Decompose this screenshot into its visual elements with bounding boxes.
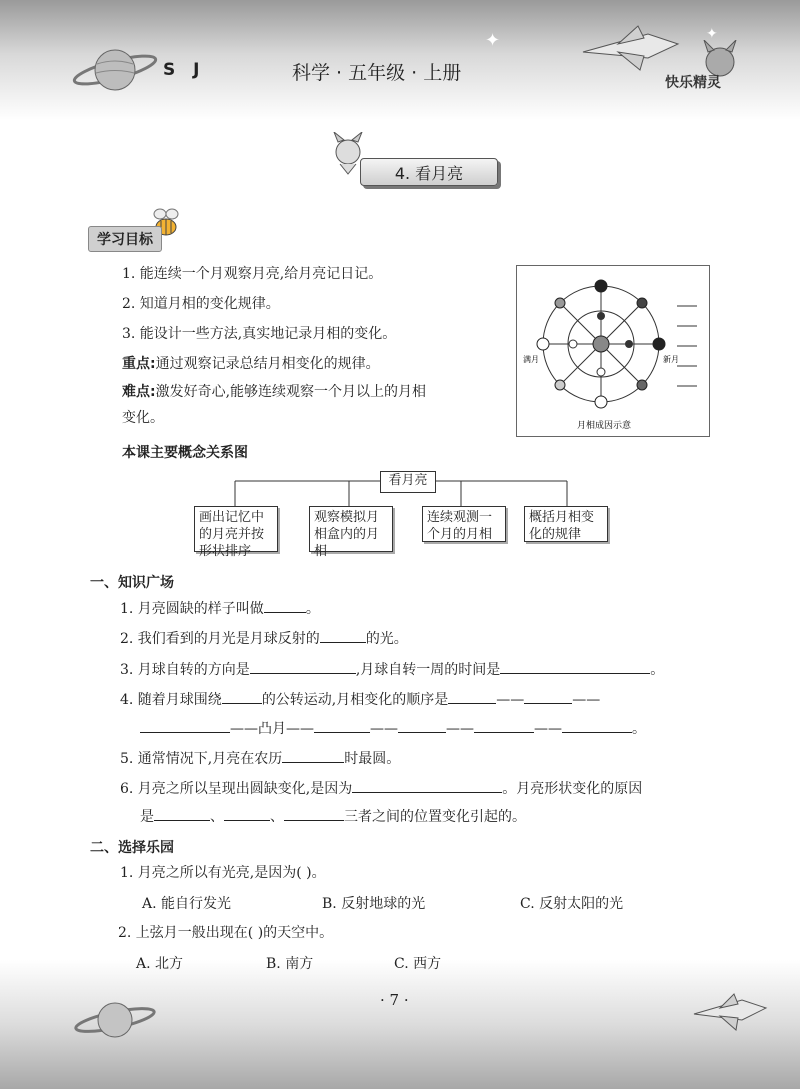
difficult-point-label: 难点: [122,384,156,400]
answer-blank[interactable] [398,718,446,733]
page-number: · 7 · [380,991,409,1009]
concept-node-line: 相盒内的月 [314,527,380,542]
book-title: 科学 · 五年级 · 上册 [292,62,462,84]
concept-node-line: 画出记忆中 [199,510,265,525]
lesson-title: 4. 看月亮 [360,158,498,186]
question-text: 1. 月亮圆缺的样子叫做 [120,601,264,617]
concept-node [194,506,278,559]
question-5 [120,748,400,768]
question-3 [120,659,664,679]
concept-node [309,506,393,559]
concept-map-title: 本课主要概念关系图 [122,445,248,461]
separator: 、 [270,809,284,825]
earth-icon [593,336,609,352]
answer-blank[interactable] [264,598,306,613]
answer-blank[interactable] [282,748,344,763]
question-1 [120,598,320,618]
goal-item: 1. 能连续一个月观察月亮,给月亮记日记。 [122,266,383,282]
key-point-text: 通过观察记录总结月相变化的规律。 [155,356,380,372]
choice-option[interactable]: B. 南方 [266,956,314,972]
choice-option[interactable]: B. 反射地球的光 [322,896,426,912]
section-title: 二、选择乐园 [90,840,174,856]
moon-phase-figure [517,266,709,436]
planet-icon [70,40,160,100]
goal-item: 3. 能设计一些方法,真实地记录月相的变化。 [122,326,397,342]
edition-label: S J [163,60,206,80]
question-text: 5. 通常情况下,月亮在农历 [120,751,283,767]
question-text: 4. 随着月球围绕 [120,692,222,708]
separator: 、 [210,809,224,825]
concept-node [422,506,506,542]
question-text: 2. 我们看到的月光是月球反射的 [120,631,320,647]
dash: —— [496,692,525,708]
answer-blank[interactable] [140,718,230,733]
choice-question: 1. 月亮之所以有光亮,是因为( )。 [120,865,326,881]
choice-option[interactable]: A. 能自行发光 [142,896,232,912]
question-text: 3. 月球自转的方向是 [120,662,250,678]
question-6 [120,778,642,798]
concept-node-line: 观察模拟月 [314,510,380,525]
key-point [122,353,380,373]
choice-option[interactable]: C. 反射太阳的光 [520,896,624,912]
learning-goals-tag: 学习目标 [88,226,162,252]
choice-question: 2. 上弦月一般出现在( )的天空中。 [118,925,334,941]
question-text: 时最圆。 [344,751,401,767]
concept-node-line: 化的规律 [529,527,582,542]
goal-item: 2. 知道月相的变化规律。 [122,296,280,312]
concept-node-line: 的月亮并按 [199,527,265,542]
choice-option[interactable]: C. 西方 [394,956,442,972]
question-text: 。 [305,601,320,617]
section-title: 一、知识广场 [90,575,174,591]
concept-node [524,506,608,542]
answer-blank[interactable] [154,806,210,821]
answer-blank[interactable] [320,628,366,643]
answer-blank[interactable] [222,689,262,704]
concept-node-line: 形状排序 [199,544,252,559]
question-text: ——凸月—— [230,721,314,737]
difficult-point [122,381,426,401]
dash: —— [446,721,474,737]
diagram-caption: 月相成因示意 [577,421,632,431]
new-moon-label: 新月 [663,355,679,364]
concept-node-line: 概括月相变 [529,510,595,525]
question-text: 。 [632,721,646,737]
answer-blank[interactable] [224,806,270,821]
full-moon-label: 满月 [523,355,539,364]
planet-icon [70,995,160,1045]
question-text: ,月球自转一周的时间是 [355,662,501,678]
answer-blank[interactable] [448,689,496,704]
question-text: 6. 月亮之所以呈现出圆缺变化,是因为 [120,781,353,797]
answer-blank[interactable] [562,718,632,733]
question-text: 三者之间的位置变化引起的。 [344,809,526,825]
dash: —— [572,692,601,708]
space-shuttle-icon [690,990,770,1035]
concept-node-line: 个月的月相 [427,527,493,542]
answer-blank[interactable] [474,718,534,733]
dash: —— [534,721,562,737]
question-4-cont [140,718,646,738]
star-icon: ✦ [485,30,501,51]
dash: —— [370,721,398,737]
difficult-point-cont: 变化。 [122,410,164,426]
concept-node-line: 相 [314,544,328,559]
answer-blank[interactable] [314,718,370,733]
brand-logo: 快乐精灵 [665,75,721,91]
difficult-point-text: 激发好奇心,能够连续观察一个月以上的月相 [155,384,427,400]
concept-map-root: 看月亮 [380,471,436,493]
answer-blank[interactable] [352,778,502,793]
answer-blank[interactable] [500,659,650,674]
answer-blank[interactable] [250,659,356,674]
question-2 [120,628,408,648]
answer-blank[interactable] [524,689,572,704]
choice-option[interactable]: A. 北方 [136,956,184,972]
star-icon: ✦ [706,26,718,42]
question-6-cont [140,806,526,826]
concept-node-line: 连续观测一 [427,510,493,525]
question-4 [120,689,600,709]
key-point-label: 重点: [122,356,156,372]
question-text: 的光。 [365,631,408,647]
question-text: 。 [650,662,665,678]
moon-phase-diagram [516,265,710,437]
question-text: 是 [140,809,154,825]
question-text: 的公转运动,月相变化的顺序是 [261,692,449,708]
space-shuttle-icon [578,22,688,77]
question-text: 。月亮形状变化的原因 [502,781,643,797]
answer-blank[interactable] [284,806,344,821]
